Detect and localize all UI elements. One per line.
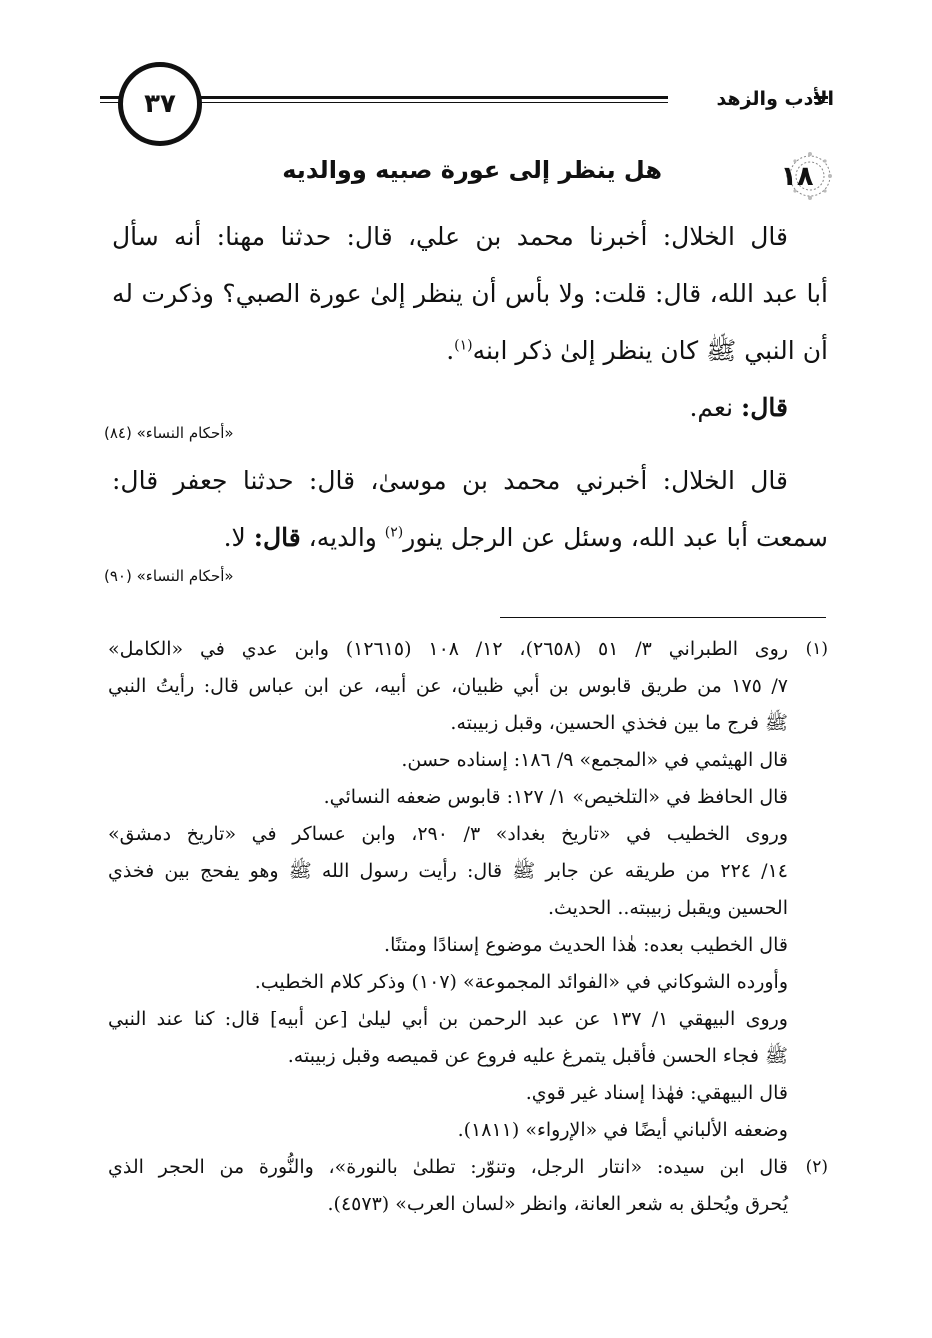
paragraph-1 [112, 208, 828, 436]
paragraph-2 [112, 452, 828, 566]
reference-1: «أحكام النساء» (٨٤) [104, 424, 234, 442]
running-title: الأدب والزهد [716, 88, 834, 110]
footnote-marker: (٢) [805, 1157, 828, 1177]
paragraph-line [112, 509, 828, 566]
footnote-line: قال الحافظ في «التلخيص» ١/ ١٢٧: قابوس ضعفه النسائي. [323, 786, 788, 808]
answer-text: لا. [223, 523, 254, 552]
footnote-line: (١) روى الطبراني ٣/ ٥١ (٢٦٥٨)، ١٢/ ١٠٨ (١٢٦١٥) وابن عدي في «الكامل» [108, 631, 828, 668]
footnotes [108, 631, 828, 1223]
footnote-line: يُحرق ويُحلق به شعر العانة، وانظر «لسان العرب» (٤٥٧٣). [327, 1193, 788, 1215]
footnote-line: الحسين ويقبل زبيبته.. الحديث. [547, 897, 788, 919]
header-rule-middle [200, 96, 668, 99]
footnote-ref-2: (٢) [384, 524, 404, 541]
footnote-line: ﷺ فجاء الحسن فأقبل يتمرغ عليه فروع عن قميصه وقبل زبيبته. [287, 1045, 788, 1067]
answer-text: نعم. [689, 393, 742, 422]
footnote-line: وروى الخطيب في «تاريخ بغداد» ٣/ ٢٩٠، وابن عساكر في «تاريخ دمشق» [108, 823, 788, 845]
footnote-line: قال الهيثمي في «المجمع» ٩/ ١٨٦: إسناده حسن. [401, 749, 788, 771]
footnote-line: وأورده الشوكاني في «الفوائد المجموعة» (١٠٧) وذكر كلام الخطيب. [254, 971, 788, 993]
line-end: . [446, 336, 455, 365]
footnote-line: وضعفه الألباني أيضًا في «الإرواء» (١٨١١). [457, 1119, 788, 1141]
answer-label: قال: [741, 393, 788, 422]
footnote-line: وروى البيهقي ١/ ١٣٧ عن عبد الرحمن بن أبي ليلىٰ [عن أبيه] قال: كنا عند النبي [108, 1008, 788, 1030]
paragraph-line-text: سمعت أبا عبد الله، وسئل عن الرجل ينور [403, 523, 828, 552]
paragraph-line-text: والديه، [300, 523, 385, 552]
footnote-marker: (١) [805, 639, 828, 659]
footnote-line: ٧/ ١٧٥ من طريق قابوس بن أبي ظبيان، عن أبيه، عن ابن عباس قال: رأيتُ النبي [108, 675, 788, 697]
paragraph-line: قال الخلال: أخبرنا محمد بن علي، قال: حدثنا مهنا: أنه سأل [112, 222, 788, 251]
footnote-line: قال الخطيب بعده: هٰذا الحديث موضوع إسنادًا ومتنًا. [384, 934, 788, 956]
footnote-line: ١٤/ ٢٢٤ من طريقه عن جابر ﷺ قال: رأيت رسول الله ﷺ وهو يفحج بين فخذي [108, 860, 788, 882]
section-title: هل ينظر إلى عورة صبيه ووالديه [282, 156, 662, 184]
paragraph-line: أبا عبد الله، قال: قلت: ولا بأس أن ينظر إلىٰ عورة الصبي؟ وذكرت له [112, 279, 828, 308]
page-number: ٣٧ [118, 62, 202, 146]
footnote-line: (٢) قال ابن سيده: «انتار الرجل، وتنوّر: تطلىٰ بالنورة»، والنُّورة من الحجر الذي [108, 1149, 828, 1186]
reference-2: «أحكام النساء» (٩٠) [104, 567, 234, 585]
footnote-line: قال البيهقي: فهٰذا إسناد غير قوي. [525, 1082, 788, 1104]
header-rule-middle-thin [200, 102, 668, 103]
answer-label: قال: [253, 523, 301, 552]
footnote-line: ﷺ فرج ما بين فخذي الحسين، وقبل زبيبته. [450, 712, 788, 734]
footnote-ref-1: (١) [454, 337, 473, 354]
paragraph-line-text: أن النبي ﷺ كان ينظر إلىٰ ذكر ابنه [472, 336, 828, 365]
footnote-separator [500, 617, 826, 618]
paragraph-line [112, 322, 828, 379]
paragraph-line: قال الخلال: أخبرني محمد بن موسىٰ، قال: حدثنا جعفر قال: [112, 466, 788, 495]
section-number: ١٨ [780, 160, 814, 192]
section-ornament [762, 150, 832, 202]
